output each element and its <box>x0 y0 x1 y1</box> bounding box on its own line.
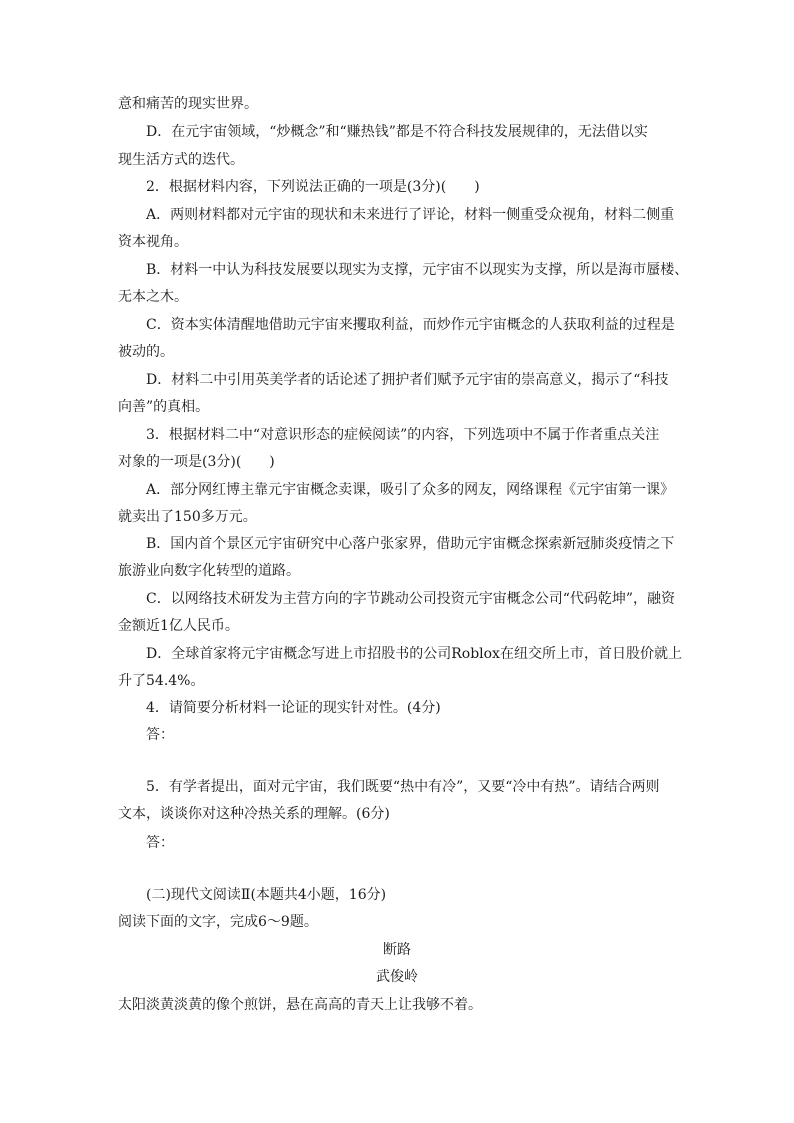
q3-option-d: D．全球首家将元宇宙概念写进上市招股书的公司Roblox在纽交所上市，首日股价就上 <box>146 646 682 662</box>
instruction-line: 阅读下面的文字，完成6～9题。 <box>118 914 318 930</box>
text-line: 资本视角。 <box>118 234 188 250</box>
question-5: 5．有学者提出，面对元宇宙，我们既要“热中有冷”，又要“冷中有热”。请结合两则 <box>146 779 660 795</box>
section-heading: (二)现代文阅读Ⅱ(本题共4小题，16分) <box>146 887 387 903</box>
q2-option-a: A．两则材料都对元宇宙的现状和未来进行了评论，材料一侧重受众视角，材料二侧重 <box>146 207 675 223</box>
text-line: 旅游业向数字化转型的道路。 <box>118 563 300 579</box>
text-line: 现生活方式的迭代。 <box>118 152 244 168</box>
q3-option-b: B．国内首个景区元宇宙研究中心落户张家界，借助元宇宙概念探索新冠肺炎疫情之下 <box>146 536 675 552</box>
text-line: 就卖出了150多万元。 <box>118 509 257 525</box>
text-line: 金额近1亿人民币。 <box>118 618 239 634</box>
text-line: 对象的一项是(3分)( ) <box>118 454 275 470</box>
text-line: 意和痛苦的现实世界。 <box>118 96 258 112</box>
answer-label: 答： <box>146 835 174 851</box>
option-d-line: D．在元宇宙领域，“炒概念”和“赚热钱”都是不符合科技发展规律的，无法借以实 <box>146 124 648 140</box>
question-3: 3．根据材料二中“对意识形态的症候阅读”的内容，下列选项中不属于作者重点关注 <box>146 427 660 443</box>
q3-option-c: C．以网络技术研发为主营方向的字节跳动公司投资元宇宙概念公司“代码乾坤”，融资 <box>146 591 676 607</box>
text-line: 向善”的真相。 <box>118 399 210 415</box>
q2-option-b: B．材料一中认为科技发展要以现实为支撑，元宇宙不以现实为支撑，所以是海市蜃楼、 <box>146 262 689 278</box>
text-line: 无本之木。 <box>118 289 188 305</box>
text-line: 文本，谈谈你对这种冷热关系的理解。(6分) <box>118 806 390 822</box>
article-author: 武俊岭 <box>376 969 418 985</box>
text-line: 被动的。 <box>118 344 174 360</box>
q3-option-a: A．部分网红博主靠元宇宙概念卖课，吸引了众多的网友，网络课程《元宇宙第一课》 <box>146 482 675 498</box>
text-line: 升了54.4%。 <box>118 673 205 689</box>
article-first-line: 太阳淡黄淡黄的像个煎饼，悬在高高的青天上让我够不着。 <box>118 997 482 1013</box>
question-4: 4．请简要分析材料一论证的现实针对性。(4分) <box>146 700 441 716</box>
answer-label: 答： <box>146 727 174 743</box>
q2-option-c: C．资本实体清醒地借助元宇宙来攫取利益，而炒作元宇宙概念的人获取利益的过程是 <box>146 317 675 333</box>
question-2: 2．根据材料内容，下列说法正确的一项是(3分)( ) <box>146 179 480 195</box>
article-title: 断路 <box>383 942 411 958</box>
q2-option-d: D．材料二中引用英美学者的话论述了拥护者们赋予元宇宙的崇高意义，揭示了“科技 <box>146 372 669 388</box>
